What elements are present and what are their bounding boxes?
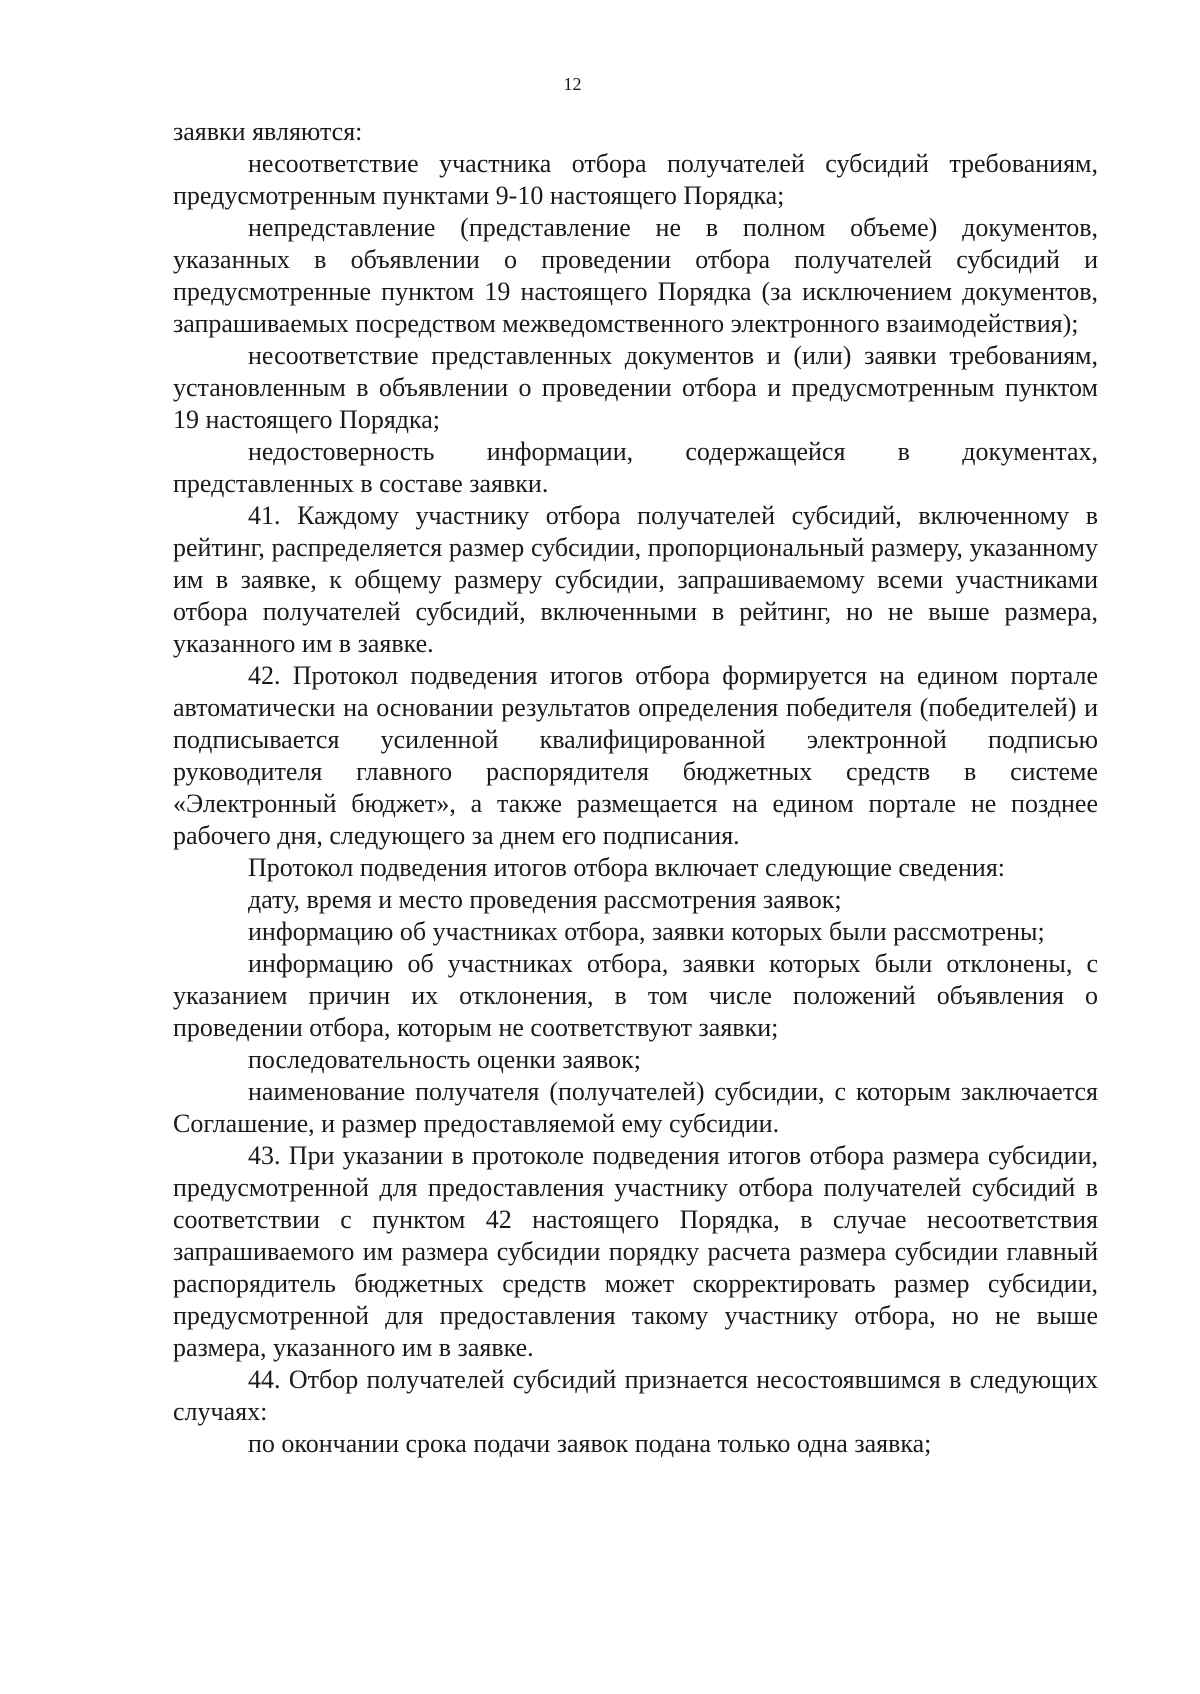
paragraph: несоответствие представленных документов и (или) заявки требованиям, установленным в объявлении о проведении отбора и предусмотренным пунктом 19 настоящего Порядка; (173, 341, 1098, 434)
paragraph: по окончании срока подачи заявок подана только одна заявка; (248, 1429, 932, 1458)
paragraph: 42. Протокол подведения итогов отбора формируется на едином портале автоматически на основании результатов определения победителя (победителей) и подписывается усиленной квалифицированной электронной подписью руководителя главного распорядителя бюджетных средств в системе «Электронный бюджет», а также размещается на едином портале не позднее рабочего дня, следующего за днем его подписания. (173, 661, 1098, 850)
paragraph: наименование получателя (получателей) субсидии, с которым заключается Соглашение, и размер предоставляемой ему субсидии. (173, 1077, 1098, 1138)
paragraph: недостоверность информации, содержащейся в документах, представленных в составе заявки. (173, 437, 1098, 498)
paragraph: информацию об участниках отбора, заявки которых были рассмотрены; (248, 917, 1045, 946)
paragraph: 41. Каждому участнику отбора получателей субсидий, включенному в рейтинг, распределяется размер субсидии, пропорциональный размеру, указанному им в заявке, к общему размеру субсидии, запрашиваемому всеми участниками отбора получателей субсидий, включенными в рейтинг, но не выше размера, указанного им в заявке. (173, 501, 1098, 658)
paragraph: 43. При указании в протоколе подведения итогов отбора размера субсидии, предусмотренной для предоставления участнику отбора получателей субсидий в соответствии с пунктом 42 настоящего Порядка, в случае несоответствия запрашиваемого им размера субсидии порядку расчета размера субсидии главный распорядитель бюджетных средств может скорректировать размер субсидии, предусмотренной для предоставления такому участнику отбора, но не выше размера, указанного им в заявке. (173, 1141, 1098, 1362)
paragraph: заявки являются: (173, 117, 363, 146)
document-body (173, 116, 1098, 1460)
paragraph: 44. Отбор получателей субсидий признается несостоявшимся в следующих случаях: (173, 1365, 1098, 1426)
paragraph: несоответствие участника отбора получателей субсидий требованиям, предусмотренным пунктами 9-10 настоящего Порядка; (173, 149, 1098, 210)
paragraph: Протокол подведения итогов отбора включает следующие сведения: (248, 853, 1005, 882)
paragraph: информацию об участниках отбора, заявки которых были отклонены, с указанием причин их отклонения, в том числе положений объявления о проведении отбора, которым не соответствуют заявки; (173, 949, 1098, 1042)
paragraph: дату, время и место проведения рассмотрения заявок; (248, 885, 842, 914)
paragraph: последовательность оценки заявок; (248, 1045, 641, 1074)
page-number: 12 (563, 74, 582, 94)
paragraph: непредставление (представление не в полном объеме) документов, указанных в объявлении о проведении отбора получателей субсидий и предусмотренные пунктом 19 настоящего Порядка (за исключением документов, запрашиваемых посредством межведомственного электронного взаимодействия); (173, 213, 1098, 338)
